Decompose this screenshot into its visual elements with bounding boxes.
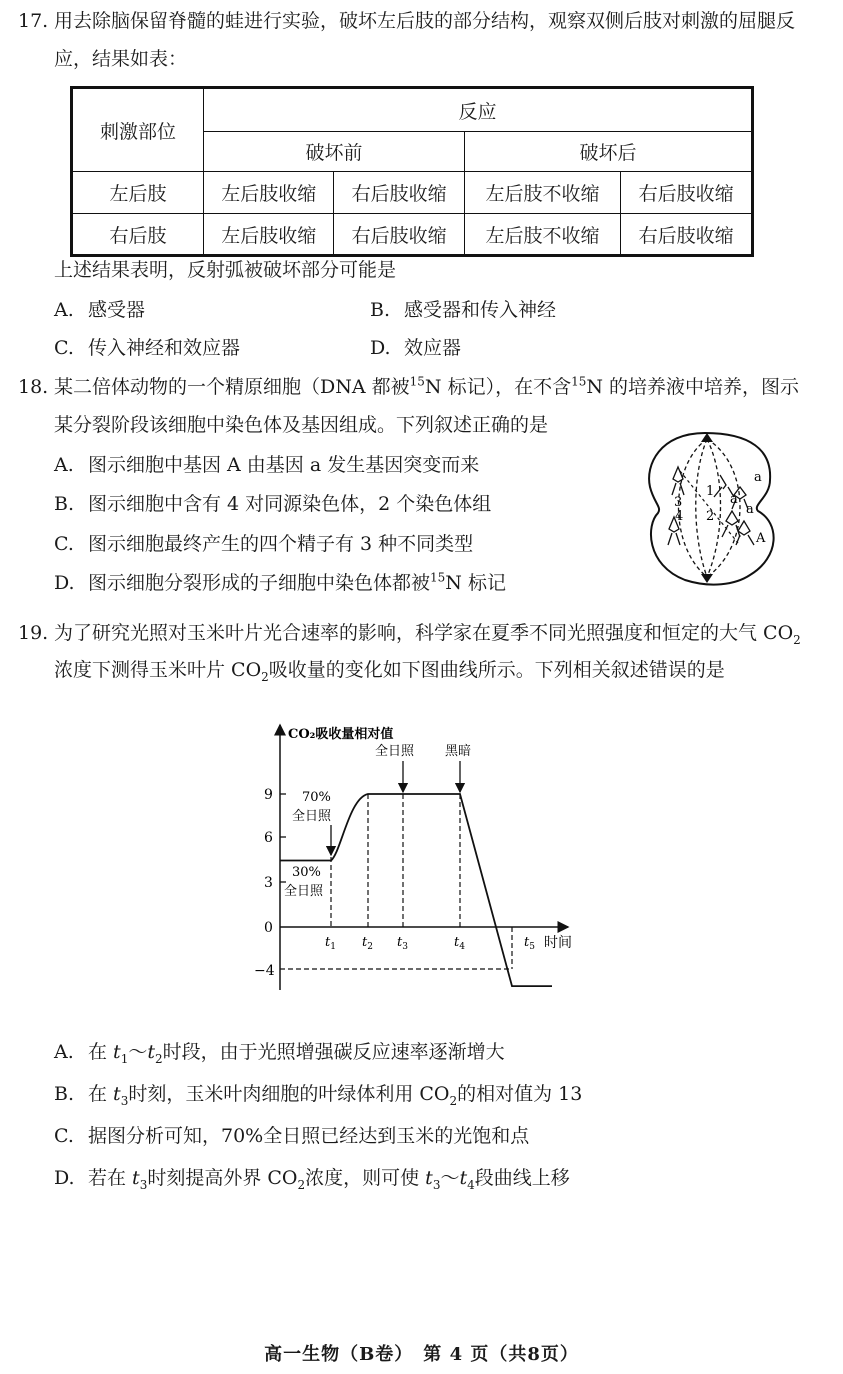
option-text: 图示细胞中基因 A 由基因 a 发生基因突变而来 [88, 454, 480, 476]
option-text: 据图分析可知，70%全日照已经达到玉米的光饱和点 [88, 1125, 530, 1147]
table-cell: 左后肢收缩 [204, 172, 334, 214]
x-tick-label-t5: $t_5$ [524, 935, 535, 952]
fig-label-1: 1 [706, 484, 715, 499]
q19-option-d[interactable] [54, 1165, 570, 1191]
q18-stem-line2: 某分裂阶段该细胞中染色体及基因组成。下列叙述正确的是 [54, 414, 549, 436]
q19-stem-line2: 浓度下测得玉米叶片 $CO_2$吸收量的变化如下图曲线所示。下列相关叙述错误的是 [54, 659, 725, 684]
fig-label-A: A [756, 531, 766, 546]
option-text: 若在 $t_3$时刻提高外界 $CO_2$浓度，则可使 $t_3\sim t_4$段曲线上移 [88, 1167, 570, 1192]
table-header-reaction: 反应 [204, 88, 753, 132]
option-text: 在 $t_1\sim t_2$时段，由于光照增强碳反应速率逐渐增大 [88, 1041, 505, 1066]
option-label: A. [54, 454, 74, 476]
tick-label-neg4: −4 [254, 963, 275, 979]
annotation-full-sun: 全日照 [375, 744, 415, 759]
q18-cell-diagram [640, 425, 785, 590]
annotation-30-full-sun: 全日照 [284, 884, 324, 899]
q19-option-c[interactable] [54, 1123, 529, 1149]
q19-number: 19. [18, 622, 49, 644]
option-text: 感受器和传入神经 [404, 299, 557, 321]
table-cell: 右后肢收缩 [334, 214, 464, 256]
q18-option-d[interactable] [54, 570, 506, 596]
y-axis-label: CO₂吸收量相对值 [288, 727, 394, 742]
fig-label-4: 4 [675, 509, 684, 524]
fig-label-2: 2 [706, 509, 715, 524]
option-label: B. [54, 1083, 75, 1105]
option-label: A. [54, 299, 74, 321]
annotation-70-percent: 70% [302, 790, 331, 805]
q18-option-a[interactable] [54, 452, 479, 478]
q18-number: 18. [18, 376, 49, 398]
option-label: C. [54, 1125, 74, 1147]
q19-stem-line1: 为了研究光照对玉米叶片光合速率的影响，科学家在夏季不同光照强度和恒定的大气 $CO_2$ [54, 622, 801, 647]
option-label: C. [54, 337, 74, 359]
fig-label-a2: a [730, 492, 738, 507]
x-tick-label-t1: $t_1$ [325, 935, 336, 952]
table-row [72, 214, 753, 256]
fig-label-a1: a [754, 470, 762, 485]
q17-option-c[interactable] [54, 335, 240, 361]
table-cell: 左后肢 [72, 172, 204, 214]
page-footer: 高一生物（B卷） 第 4 页（共8页） [264, 1344, 579, 1365]
annotation-70-full-sun: 全日照 [292, 809, 332, 824]
option-label: C. [54, 533, 74, 555]
table-header-before: 破坏前 [204, 132, 465, 172]
option-label: D. [54, 1167, 75, 1189]
q19-option-a[interactable] [54, 1039, 505, 1065]
tick-label-0: 0 [264, 920, 273, 936]
tick-label-3: 3 [264, 875, 273, 891]
option-text: 效应器 [404, 337, 462, 359]
q17-stem-line2: 应，结果如表： [54, 48, 188, 70]
option-text: 在 $t_3$时刻，玉米叶肉细胞的叶绿体利用 $CO_2$的相对值为 13 [88, 1083, 583, 1108]
q19-option-b[interactable] [54, 1081, 582, 1107]
q18-option-b[interactable] [54, 491, 491, 517]
option-label: D. [370, 337, 391, 359]
table-cell: 右后肢收缩 [334, 172, 464, 214]
q19-chart [240, 705, 590, 1005]
option-text: 图示细胞最终产生的四个精子有 3 种不同类型 [88, 533, 474, 555]
q17-option-b[interactable] [370, 297, 556, 323]
option-label: A. [54, 1041, 74, 1063]
x-tick-label-t2: $t_2$ [362, 935, 373, 952]
fig-label-a3: a [746, 502, 754, 517]
option-label: B. [370, 299, 391, 321]
table-cell: 右后肢收缩 [621, 172, 753, 214]
q17-result-table [70, 86, 754, 257]
annotation-30-percent: 30% [292, 865, 321, 880]
q17-option-a[interactable] [54, 297, 145, 323]
table-row [72, 172, 753, 214]
option-text: 图示细胞中含有 4 对同源染色体，2 个染色体组 [88, 493, 492, 515]
tick-label-9: 9 [264, 787, 273, 803]
table-header-site: 刺激部位 [72, 88, 204, 172]
table-cell: 左后肢收缩 [204, 214, 334, 256]
q18-stem-line1: 某二倍体动物的一个精原细胞（DNA 都被$^{15}$N 标记），在不含$^{15}$N 的培养液中培养，图示 [54, 374, 800, 398]
option-label: B. [54, 493, 75, 515]
option-label: D. [54, 572, 75, 594]
q17-conclusion: 上述结果表明，反射弧被破坏部分可能是 [54, 259, 397, 281]
option-text: 图示细胞分裂形成的子细胞中染色体都被$^{15}$N 标记 [88, 570, 506, 594]
fig-label-3: 3 [674, 495, 683, 510]
table-cell: 左后肢不收缩 [464, 172, 620, 214]
table-header-after: 破坏后 [464, 132, 752, 172]
q17-number: 17. [18, 10, 49, 32]
q18-option-c[interactable] [54, 531, 473, 557]
option-text: 感受器 [88, 299, 146, 321]
annotation-dark: 黑暗 [445, 744, 472, 759]
tick-label-6: 6 [264, 830, 273, 846]
q17-option-d[interactable] [370, 335, 461, 361]
x-axis-label: 时间 [544, 935, 572, 951]
x-tick-label-t4: $t_4$ [454, 935, 465, 952]
table-cell: 右后肢收缩 [621, 214, 753, 256]
option-text: 传入神经和效应器 [88, 337, 241, 359]
x-tick-label-t3: $t_3$ [397, 935, 408, 952]
table-cell: 右后肢 [72, 214, 204, 256]
table-cell: 左后肢不收缩 [464, 214, 620, 256]
q17-stem-line1: 用去除脑保留脊髓的蛙进行实验，破坏左后肢的部分结构，观察双侧后肢对刺激的屈腿反 [54, 10, 796, 32]
